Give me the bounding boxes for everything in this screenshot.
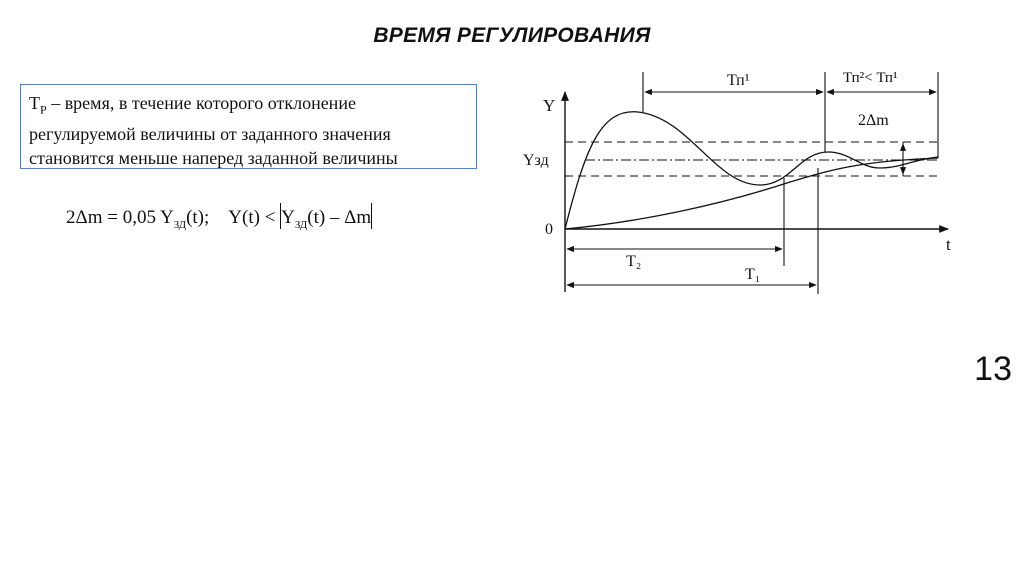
t1-label: Т₁: [745, 266, 761, 283]
tp2-label: Тп²< Тп¹: [843, 70, 898, 86]
formula-part1: 2Δm = 0,05 Y: [66, 207, 174, 228]
slide-number: 13: [974, 350, 1012, 388]
page-title: ВРЕМЯ РЕГУЛИРОВАНИЯ: [373, 24, 651, 47]
t2-label: Т₂: [626, 253, 642, 270]
oscillatory-response-curve: [565, 112, 938, 229]
aperiodic-response-curve: [565, 158, 938, 229]
definition-subscript: Р: [40, 102, 47, 117]
y-axis-label: Y: [543, 96, 556, 115]
tp1-label: Тп¹: [727, 72, 750, 89]
t-axis-label: t: [946, 235, 951, 254]
formula-part2-y: Y: [281, 207, 295, 228]
formula-part2-end: (t) – Δm: [307, 207, 372, 228]
definition-line-3: становится меньше наперед заданной величины: [29, 147, 398, 168]
band-label: 2Δm: [858, 112, 889, 129]
definition-symbol: T: [29, 93, 40, 113]
definition-line-1-text: – время, в течение которого отклонение: [46, 93, 356, 113]
formula-part1-sub: ЗД: [173, 218, 187, 231]
origin-label: 0: [545, 221, 553, 238]
definition-line-2: регулируемой величины от заданного значения: [29, 123, 391, 144]
setpoint-label: Yзд: [523, 152, 549, 169]
formula-part2-sub: ЗД: [294, 218, 308, 231]
formula-part1-end: (t);: [186, 207, 210, 228]
formula-part2: Y(t) <: [228, 207, 276, 228]
